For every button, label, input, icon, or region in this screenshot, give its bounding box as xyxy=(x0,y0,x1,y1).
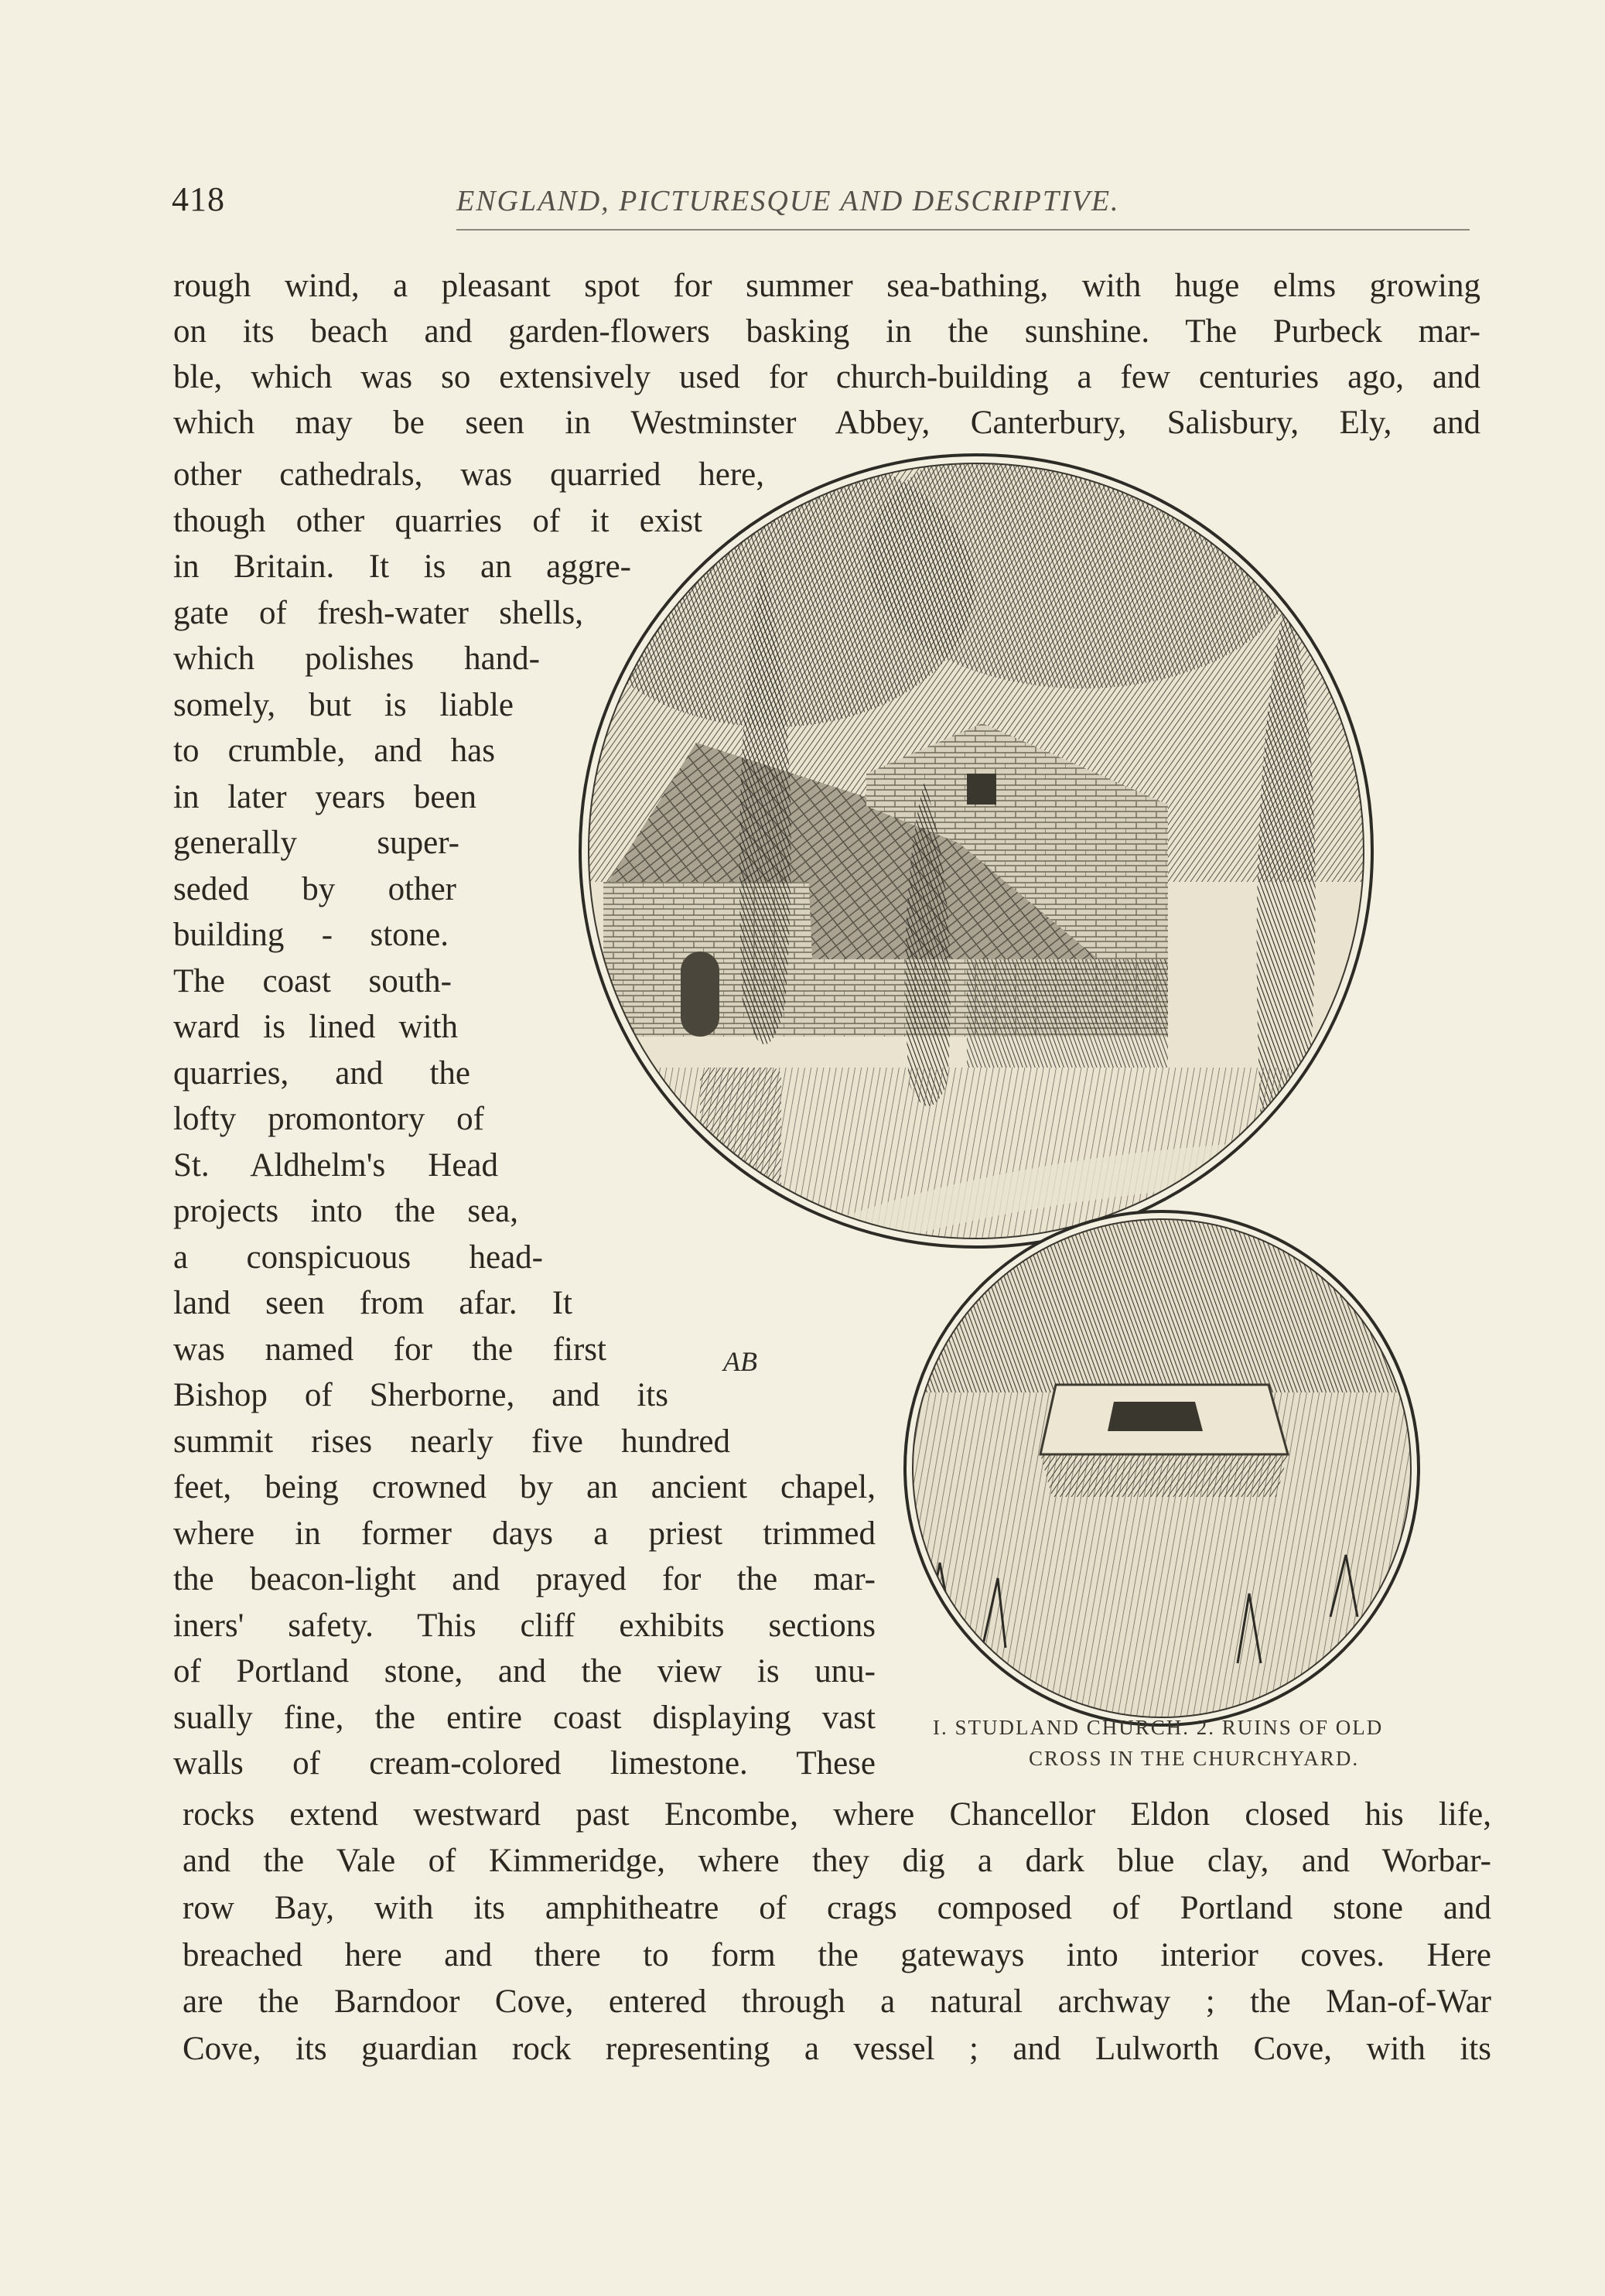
text-line: Bishop of Sherborne, and its xyxy=(173,1377,668,1413)
text-line: sually fine, the entire coast displaying vast xyxy=(173,1700,876,1736)
text-line: quarries, and the xyxy=(173,1055,470,1092)
text-line: gate of fresh-water shells, xyxy=(173,595,583,631)
text-line: feet, being crowned by an ancient chapel, xyxy=(173,1469,876,1505)
figure-caption-line-1: I. STUDLAND CHURCH. 2. RUINS OF OLD xyxy=(933,1716,1384,1739)
text-line: summit rises nearly five hundred xyxy=(173,1423,730,1460)
text-line: the beacon-light and prayed for the mar- xyxy=(173,1561,876,1597)
text-line: lofty promontory of xyxy=(173,1101,484,1137)
text-line: of Portland stone, and the view is unu- xyxy=(173,1653,876,1690)
text-line: generally super- xyxy=(173,825,459,861)
text-line: where in former days a priest trimmed xyxy=(173,1515,876,1552)
text-line: other cathedrals, was quarried here, xyxy=(173,456,764,493)
text-line: rough wind, a pleasant spot for summer sea-bathing, with huge elms growing xyxy=(173,268,1480,304)
page-number: 418 xyxy=(172,180,225,218)
text-line: breached here and there to form the gateways into interior coves. Here xyxy=(183,1937,1491,1973)
text-line: though other quarries of it exist xyxy=(173,503,702,539)
running-title: ENGLAND, PICTURESQUE AND DESCRIPTIVE. xyxy=(456,185,1120,217)
text-line: in later years been xyxy=(173,779,476,815)
text-line: was named for the first xyxy=(173,1331,606,1368)
text-line: building - stone. xyxy=(173,917,449,953)
text-line: land seen from afar. It xyxy=(173,1285,572,1321)
text-line: in Britain. It is an aggre- xyxy=(173,548,631,585)
text-line: which may be seen in Westminster Abbey, Canterbury, Salisbury, Ely, and xyxy=(173,405,1480,441)
text-line: to crumble, and has xyxy=(173,733,495,769)
text-line: which polishes hand- xyxy=(173,641,540,677)
text-line: a conspicuous head- xyxy=(173,1239,543,1276)
text-line: seded by other xyxy=(173,871,456,907)
text-line: somely, but is liable xyxy=(173,687,514,723)
text-line: are the Barndoor Cove, entered through a natural archway ; the Man-of-War xyxy=(183,1983,1491,2020)
text-line: on its beach and garden-flowers basking in the sunshine. The Purbeck mar- xyxy=(173,313,1480,350)
text-line: St. Aldhelm's Head xyxy=(173,1147,498,1184)
text-line: walls of cream-colored limestone. These xyxy=(173,1745,876,1782)
text-line: projects into the sea, xyxy=(173,1193,518,1229)
text-line: row Bay, with its amphitheatre of crags composed of Portland stone and xyxy=(183,1890,1491,1926)
engraver-monogram: AB xyxy=(723,1346,757,1377)
text-line: Cove, its guardian rock representing a vessel ; and Lulworth Cove, with its xyxy=(183,2031,1491,2067)
figure-caption-line-2: CROSS IN THE CHURCHYARD. xyxy=(1029,1747,1360,1770)
text-line: ward is lined with xyxy=(173,1009,458,1045)
old-cross-vignette xyxy=(905,1211,1423,1733)
text-line: ble, which was so extensively used for church-building a few centuries ago, and xyxy=(173,359,1480,395)
text-line: iners' safety. This cliff exhibits sections xyxy=(173,1608,876,1644)
text-line: rocks extend westward past Encombe, where Chancellor Eldon closed his life, xyxy=(183,1796,1491,1833)
text-line: The coast south- xyxy=(173,963,452,999)
text-line: and the Vale of Kimmeridge, where they dig a dark blue clay, and Worbar- xyxy=(183,1843,1491,1879)
